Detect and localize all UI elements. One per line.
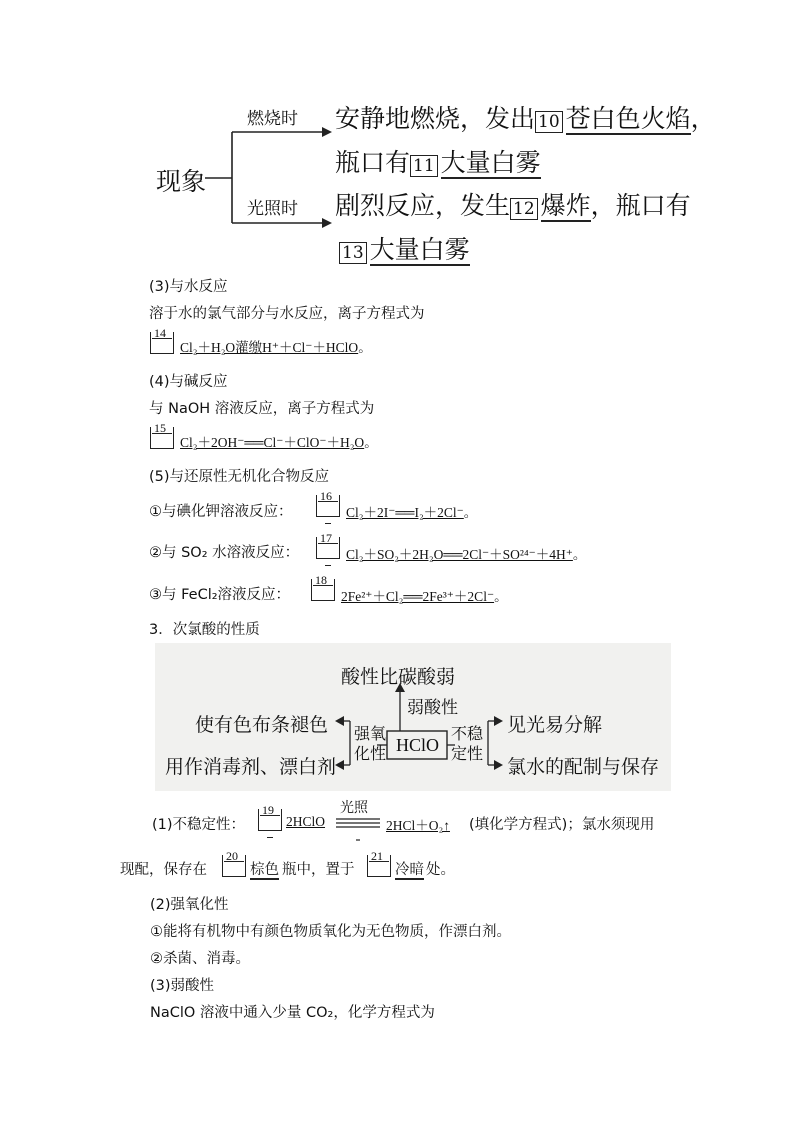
blank-number-19: 19	[262, 803, 274, 817]
prop-oxidizing-item-1: ①能将有机物中有颜色物质氧化为无色物质，作漂白剂。	[150, 924, 511, 940]
period: 。	[358, 340, 372, 355]
answer-12: 爆炸	[540, 191, 591, 220]
equation-15-text: Cl₂＋2OH⁻══Cl⁻＋ClO⁻＋H₂O	[180, 435, 365, 450]
blank-number-18: 18	[315, 573, 327, 587]
blank-number-12: 12	[510, 198, 538, 220]
hclo-center: HClO	[396, 735, 440, 755]
section-reduce-heading: (5)与还原性无机化合物反应	[149, 469, 330, 485]
answer-21-text: 冷暗	[395, 862, 424, 878]
equation-16	[346, 501, 477, 521]
item-so2-label: ②与 SO₂ 水溶液反应：	[149, 545, 300, 561]
blank-number-16: 16	[320, 489, 332, 503]
strong-oxidizing-1: 强氧	[354, 724, 387, 743]
answer-blank-icon	[316, 531, 340, 559]
period: 。	[572, 547, 587, 562]
hclo-property-diagram	[155, 643, 671, 791]
light-decompose: 见光易分解	[507, 714, 603, 736]
blank-number-17: 17	[320, 531, 332, 545]
unstable-1: 不稳	[451, 724, 484, 743]
answer-21	[395, 858, 424, 879]
blank-number-11: 11	[410, 155, 438, 177]
equation-18	[341, 585, 508, 605]
equation-19-left	[286, 814, 325, 830]
burn-tail: ，	[690, 104, 716, 133]
disinfectant-use: 用作消毒剂、漂白剂	[165, 756, 337, 778]
equation-17-text: Cl₂＋SO₂＋2H₂O══2Cl⁻＋SO²⁴⁻＋4H⁺	[346, 547, 573, 562]
light-tail: ，瓶口有	[590, 191, 691, 220]
section-base-heading: (4)与碱反应	[149, 374, 228, 390]
answer-blank-icon	[311, 573, 335, 601]
light-text: 剧烈反应，发生	[335, 191, 511, 220]
answer-blank-icon	[150, 421, 174, 449]
answer-blank-icon	[316, 489, 340, 517]
equation-19-product: 2HCl＋O₂↑	[386, 818, 450, 833]
bleach-fabric: 使有色布条褪色	[195, 714, 329, 736]
equation-18-text: 2Fe²⁺＋Cl₂══2Fe³⁺＋2Cl⁻	[341, 589, 495, 604]
burn-line-2	[335, 143, 541, 179]
burn-text-2: 瓶口有	[335, 148, 411, 177]
light-label: 光照时	[247, 199, 298, 219]
light-line-1	[335, 186, 691, 222]
blank-number-13: 13	[339, 242, 367, 264]
blank-number-20: 20	[226, 849, 238, 863]
item-ki-label: ①与碘化钾溶液反应：	[149, 504, 293, 520]
section-base-desc: 与 NaOH 溶液反应，离子方程式为	[149, 401, 375, 417]
period: 。	[494, 589, 508, 604]
blank-number-21: 21	[371, 849, 383, 863]
answer-blank-icon	[367, 849, 391, 877]
answer-20	[250, 858, 279, 879]
storage-line	[120, 858, 207, 879]
storage-text-b: 瓶中，置于	[282, 862, 355, 878]
chlorine-water-storage: 氯水的配制与保存	[507, 756, 660, 778]
section-water-desc: 溶于水的氯气部分与水反应，离子方程式为	[149, 306, 425, 322]
burn-text: 安静地燃烧，发出	[335, 104, 536, 133]
phenomenon-label: 现象	[156, 167, 207, 196]
hclo-section-title: 3．次氯酸的性质	[149, 622, 260, 638]
prop-unstable-tail: (填化学方程式)；氯水须现用	[469, 817, 655, 833]
section-water-heading: (3)与水反应	[149, 279, 228, 295]
storage-text-c: 处。	[426, 862, 455, 878]
equation-16-text: Cl₂＋2I⁻══I₂＋2Cl⁻	[346, 505, 464, 520]
equation-19-right	[386, 814, 450, 834]
blank-number-10: 10	[535, 111, 563, 133]
weak-acid-label: 弱酸性	[407, 698, 458, 718]
answer-11: 大量白雾	[440, 148, 541, 177]
prop-weak-acid-heading: (3)弱酸性	[150, 978, 215, 994]
strong-oxidizing-2: 化性	[354, 744, 387, 763]
burn-line-1	[335, 99, 716, 135]
item-fecl2-label: ③与 FeCl₂溶液反应：	[149, 587, 291, 603]
equals-sign	[334, 816, 384, 846]
answer-blank-icon	[258, 803, 282, 831]
answer-blank-icon	[150, 326, 174, 354]
period: 。	[463, 505, 478, 520]
answer-blank-icon	[222, 849, 246, 877]
answer-13: 大量白雾	[369, 235, 470, 264]
burn-label: 燃烧时	[247, 109, 298, 129]
reaction-condition: 光照	[340, 800, 368, 816]
storage-text-a: 现配，保存在	[120, 862, 207, 878]
light-line-2	[339, 230, 470, 266]
prop-unstable-label: (1)不稳定性：	[152, 817, 246, 833]
answer-10: 苍白色火焰	[565, 104, 691, 133]
prop-weak-acid-desc: NaClO 溶液中通入少量 CO₂，化学方程式为	[150, 1005, 435, 1021]
equation-17	[346, 543, 586, 563]
answer-20-text: 棕色	[250, 862, 279, 878]
acid-weaker-than-carbonic: 酸性比碳酸弱	[341, 666, 456, 688]
equation-14	[180, 336, 372, 356]
equation-14-text: Cl₂＋H₂O灌缴H⁺＋Cl⁻＋HClO	[180, 340, 359, 355]
equation-15	[180, 431, 378, 451]
prop-oxidizing-heading: (2)强氧化性	[150, 897, 229, 913]
blank-number-14: 14	[154, 326, 166, 340]
prop-oxidizing-item-2: ②杀菌、消毒。	[150, 951, 250, 967]
unstable-2: 定性	[451, 744, 484, 763]
equation-19-reactant: 2HClO	[286, 814, 326, 829]
period: 。	[364, 435, 378, 450]
blank-number-15: 15	[154, 421, 166, 435]
